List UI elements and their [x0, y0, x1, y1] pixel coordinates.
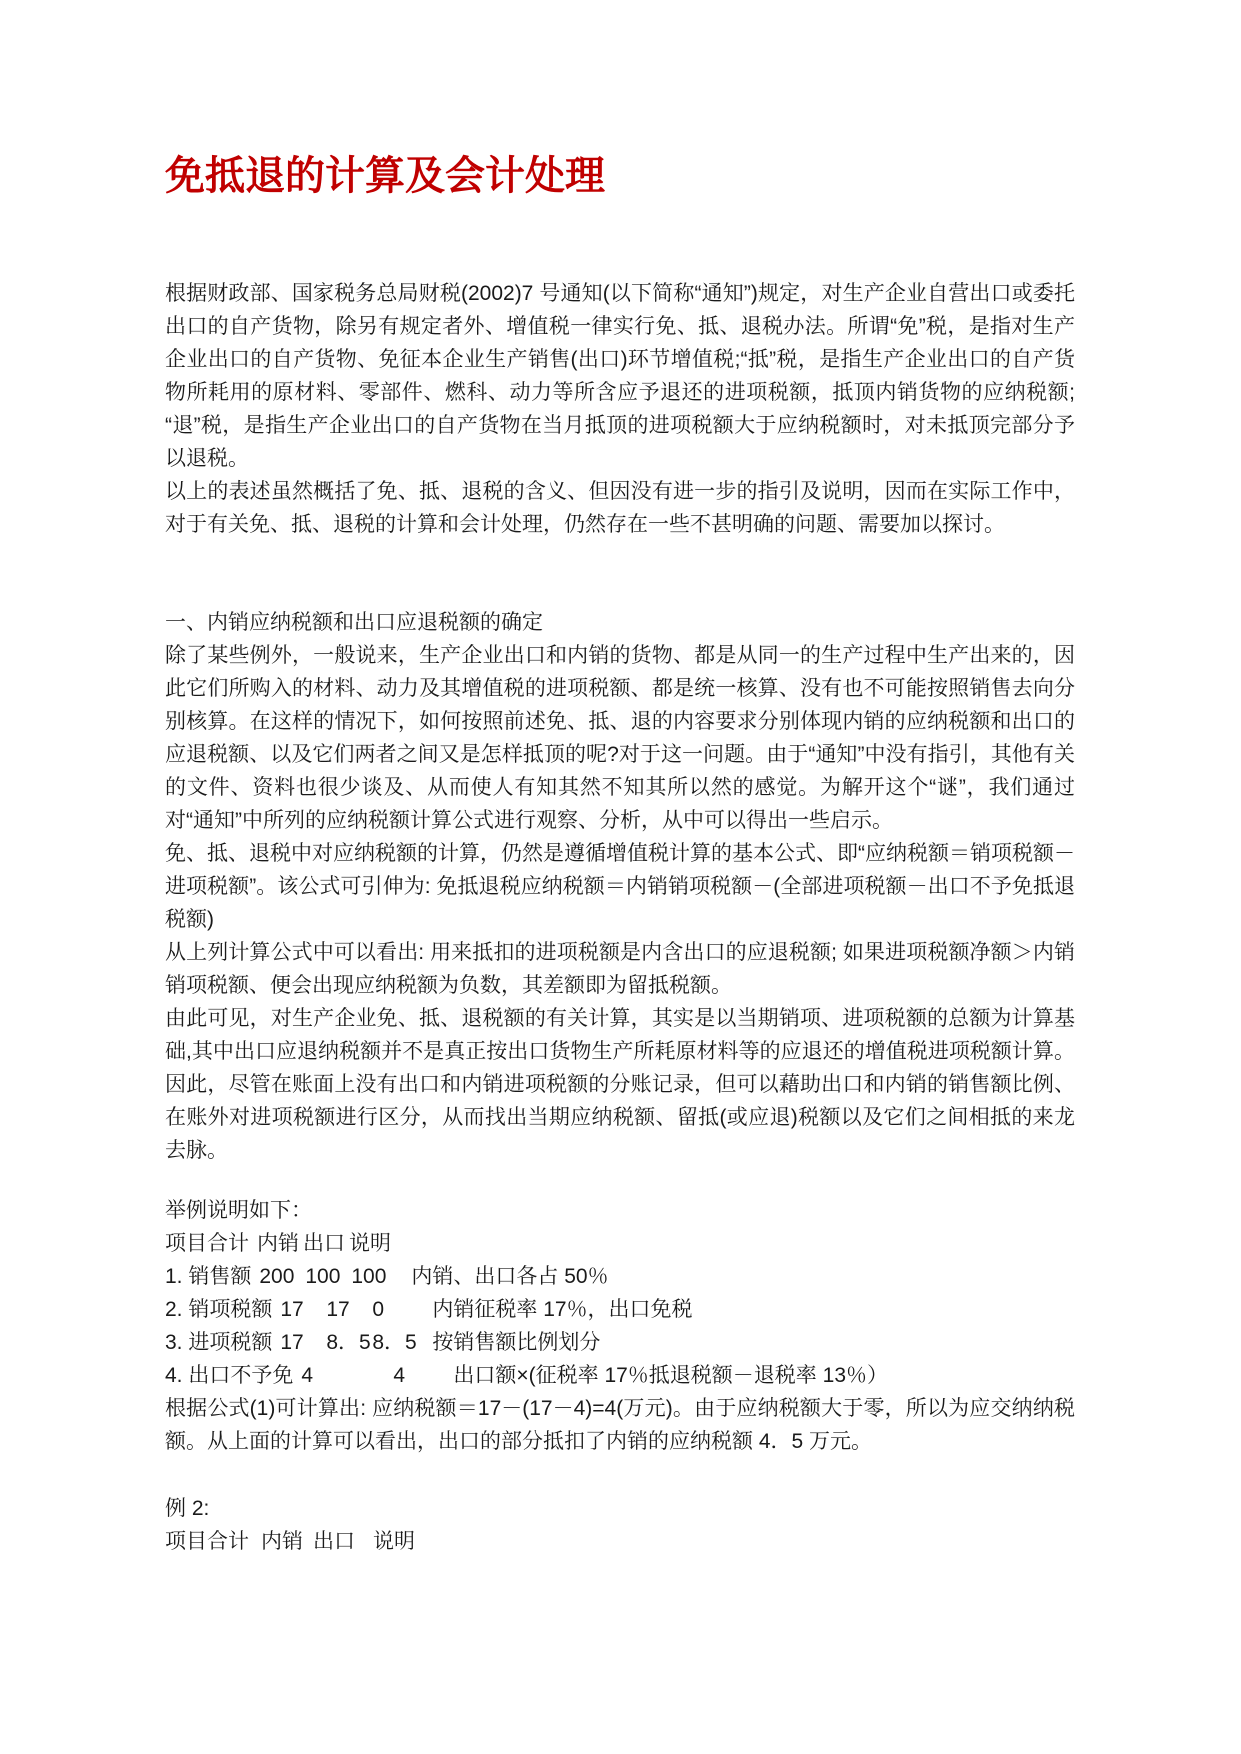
intro-paragraph-2: 以上的表述虽然概括了免、抵、退税的含义、但因没有进一步的指引及说明，因而在实际工作中，对于有关免、抵、退税的计算和会计处理，仍然存在一些不甚明确的问题、需要加以探讨。 [165, 480, 1075, 536]
example-1-table-header [165, 1227, 1075, 1260]
table-cell: 2. 销项税额 [165, 1298, 273, 1321]
table-cell: 200 [259, 1265, 295, 1288]
table-cell: 8．5 [326, 1331, 371, 1354]
example-2-label: 例 2: [165, 1497, 210, 1520]
section-paragraph-2: 免、抵、退税中对应纳税额的计算，仍然是遵循增值税计算的基本公式、即“应纳税额＝销项税额－进项税额”。该公式可引伸为: 免抵退税应纳税额＝内销销项税额－(全部进项税额－出口不予免抵退税额) [165, 842, 1075, 931]
table-cell: 1. 销售额 [165, 1265, 252, 1288]
table-row [165, 1326, 1075, 1359]
table-cell: 17 [326, 1298, 350, 1321]
example-1-intro: 举例说明如下： [165, 1199, 312, 1222]
table-header-cell: 内销 [261, 1530, 303, 1553]
table-header-cell: 项目合计 [165, 1530, 249, 1553]
table-cell: 17 [280, 1298, 304, 1321]
table-cell: 100 [305, 1265, 341, 1288]
table-header-cell: 说明 [349, 1232, 391, 1255]
table-cell: 按销售额比例划分 [432, 1331, 601, 1354]
table-cell: 4. 出口不予免 [165, 1364, 294, 1387]
section-heading: 一、内销应纳税额和出口应退税额的确定 [165, 611, 543, 634]
document-title: 免抵退的计算及会计处理 [165, 153, 605, 198]
table-row [165, 1260, 1075, 1293]
table-cell: 17 [280, 1331, 304, 1354]
table-cell: 0 [372, 1298, 385, 1321]
table-header-cell: 出口 [303, 1232, 345, 1255]
section-paragraph-3: 从上列计算公式中可以看出: 用来抵扣的进项税额是内含出口的应退税额; 如果进项税额净额＞内销销项税额、便会出现应纳税额为负数，其差额即为留抵税额。 [165, 941, 1075, 997]
section-paragraph-4: 由此可见，对生产企业免、抵、退税额的有关计算，其实是以当期销项、进项税额的总额为计算基础,其中出口应退纳税额并不是真正按出口货物生产所耗原材料等的应退还的增值税进项税额计算。因此，尽管在账面上没有出口和内销进项税额的分账记录，但可以藉助出口和内销的销售额比例、在账外对进项税额进行区分，从而找出当期应纳税额、留抵(或应退)税额以及它们之间相抵的来龙去脉。 [165, 1007, 1075, 1162]
table-header-cell: 出口 [313, 1530, 355, 1553]
section-paragraph-1: 除了某些例外，一般说来，生产企业出口和内销的货物、都是从同一的生产过程中生产出来的，因此它们所购入的材料、动力及其增值税的进项税额、都是统一核算、没有也不可能按照销售去向分别核算。在这样的情况下，如何按照前述免、抵、退的内容要求分别体现内销的应纳税额和出口的应退税额、以及它们两者之间又是怎样抵顶的呢?对于这一问题。由于“通知”中没有指引，其他有关的文件、资料也很少谈及、从而使人有知其然不知其所以然的感觉。为解开这个“谜”，我们通过对“通知”中所列的应纳税额计算公式进行观察、分析，从中可以得出一些启示。 [165, 644, 1075, 832]
table-cell: 内销、出口各占 50％ [411, 1265, 609, 1288]
table-cell: 4 [301, 1364, 314, 1387]
table-header-cell: 项目合计 [165, 1232, 249, 1255]
example-2 [165, 1492, 1075, 1558]
example-1 [165, 1194, 1075, 1392]
table-cell: 4 [393, 1364, 406, 1387]
table-header-cell: 内销 [257, 1232, 299, 1255]
example-2-table-header [165, 1525, 1075, 1558]
table-cell: 内销征税率 17％，出口免税 [432, 1298, 693, 1321]
table-cell: 出口额×(征税率 17％抵退税额－退税率 13％） [453, 1364, 889, 1387]
table-cell [347, 1359, 393, 1392]
table-row [165, 1359, 1075, 1392]
example-1-result: 根据公式(1)可计算出: 应纳税额＝17－(17－4)=4(万元)。由于应纳税额大于零，所以为应交纳纳税额。从上面的计算可以看出，出口的部分抵扣了内销的应纳税额 4．5 万元。 [165, 1397, 1075, 1453]
table-header-cell: 说明 [373, 1530, 415, 1553]
table-row [165, 1293, 1075, 1326]
table-cell: 3. 进项税额 [165, 1331, 273, 1354]
intro-paragraph-1: 根据财政部、国家税务总局财税(2002)7 号通知(以下简称“通知”)规定，对生产企业自营出口或委托出口的自产货物，除另有规定者外、增值税一律实行免、抵、退税办法。所谓“免”税，是指对生产企业出口的自产货物、免征本企业生产销售(出口)环节增值税;“抵”税，是指生产企业出口的自产货物所耗用的原材料、零部件、燃科、动力等所含应予退还的进项税额，抵顶内销货物的应纳税额; “退”税，是指生产企业出口的自产货物在当月抵顶的进项税额大于应纳税额时，对未抵顶完部分予以退税。 [165, 282, 1075, 470]
table-cell: 100 [351, 1265, 387, 1288]
table-cell: 8．5 [372, 1331, 417, 1354]
example-1-table [165, 1260, 1075, 1392]
